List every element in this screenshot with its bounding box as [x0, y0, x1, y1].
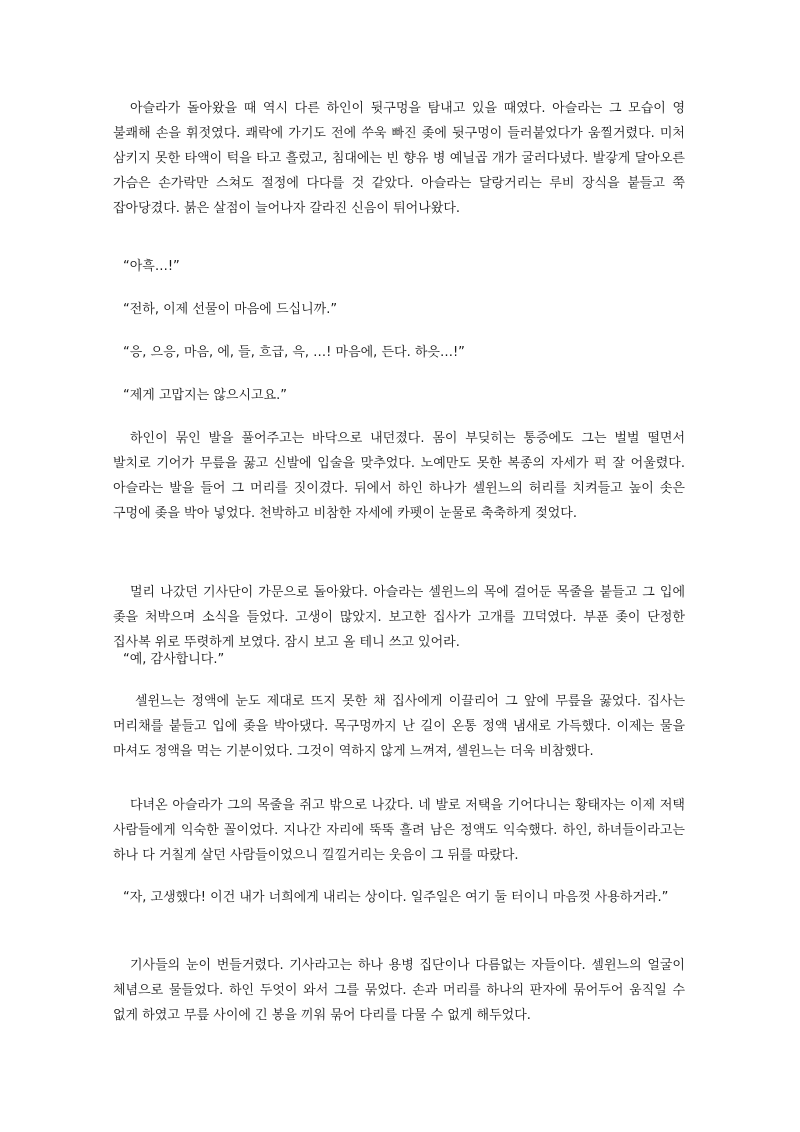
- paragraph-6: 기사들의 눈이 번들거렸다. 기사라고는 하나 용병 집단이나 다름없는 자들이다. 셀윈느의 얼굴이 체념으로 물들었다. 하인 두엇이 와서 그를 묶었다. 손과 머리를 하나의 판자에 묶어두어 움직일 수 없게 하였고 무릎 사이에 긴 봉을 끼워 묶어 다리를 다물 수 없게 해두었다.: [113, 958, 685, 1023]
- paragraph-5: 다녀온 아슬라가 그의 목줄을 쥐고 밖으로 나갔다. 네 발로 저택을 기어다니는 황태자는 이제 저택 사람들에게 익숙한 꼴이었다. 지나간 자리에 뚝뚝 흘려 남은 정액도 익숙했다. 하인, 하녀들이라고는 하나 다 거칠게 살던 사람들이었으니 낄낄거리는 웃음이 그 뒤를 따랐다.: [113, 798, 685, 863]
- dialogue-4: “제게 고맙지는 않으시고요.”: [123, 388, 288, 403]
- dialogue-3: “응, 으응, 마음, 에, 들, 흐급, 윽, …! 마음에, 든다. 하읏…!”: [123, 345, 465, 360]
- dialogue-6: “자, 고생했다! 이건 내가 너희에게 내리는 상이다. 일주일은 여기 둘 터이니 마음껏 사용하거라.”: [123, 890, 669, 905]
- dialogue-5: “예, 감사합니다.”: [123, 652, 225, 667]
- dialogue-1: “아흑…!”: [123, 259, 180, 274]
- paragraph-3: 멀리 나갔던 기사단이 가문으로 돌아왔다. 아슬라는 셀윈느의 목에 걸어둔 목줄을 붙들고 그 입에 좆을 처박으며 소식을 들었다. 고생이 많았지. 보고한 집사가 고개를 끄덕였다. 부푼 좆이 단정한 집사복 위로 뚜렷하게 보였다. 잠시 보고 올 테니 쓰고 있어라.: [113, 585, 685, 650]
- paragraph-1: 아슬라가 돌아왔을 때 역시 다른 하인이 뒷구멍을 탐내고 있을 때였다. 아슬라는 그 모습이 영 불쾌해 손을 휘젓였다. 쾌락에 가기도 전에 쑤욱 빠진 좆에 뒷구멍이 들러붙었다가 움찔거렸다. 미처 삼키지 못한 타액이 턱을 타고 흘렀고, 침대에는 빈 향유 병 예닐곱 개가 굴러다녔다. 발갛게 달아오른 가슴은 손가락만 스쳐도 절정에 다다를 것 같았다. 아슬라는 달랑거리는 루비 장식을 붙들고 쭉 잡아당겼다. 붉은 살점이 늘어나자 갈라진 신음이 튀어나왔다.: [113, 101, 685, 216]
- dialogue-2: “전하, 이제 선물이 마음에 드십니까.”: [123, 302, 338, 317]
- paragraph-4: 셀윈느는 정액에 눈도 제대로 뜨지 못한 채 집사에게 이끌리어 그 앞에 무릎을 꿇었다. 집사는 머리채를 붙들고 입에 좆을 박아댔다. 목구멍까지 난 길이 온통 정액 냄새로 가득했다. 이제는 물을 마셔도 정액을 먹는 기분이었다. 그것이 역하지 않게 느껴져, 셀윈느는 더욱 비참했다.: [113, 694, 685, 759]
- paragraph-2: 하인이 묶인 발을 풀어주고는 바닥으로 내던졌다. 몸이 부딪히는 통증에도 그는 벌벌 떨면서 발치로 기어가 무릎을 꿇고 신발에 입술을 맞추었다. 노예만도 못한 복종의 자세가 퍽 잘 어울렸다. 아슬라는 발을 들어 그 머리를 짓이겼다. 뒤에서 하인 하나가 셀윈느의 허리를 치켜들고 높이 솟은 구멍에 좆을 박아 넣었다. 천박하고 비참한 자세에 카펫이 눈물로 축축하게 젖었다.: [113, 431, 685, 521]
